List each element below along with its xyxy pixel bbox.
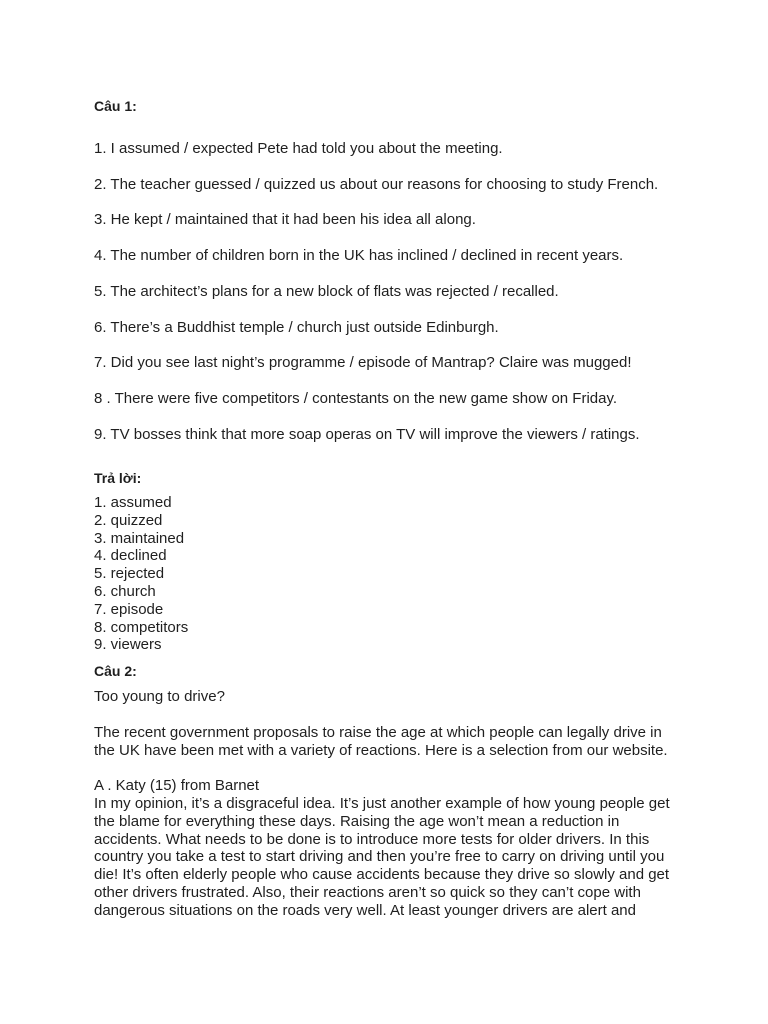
answer-item-7: 7. episode: [94, 600, 164, 618]
article-title: Too young to drive?: [94, 688, 225, 705]
answer-item-8: 8. competitors: [94, 618, 189, 636]
answer-item-4: 4. declined: [94, 547, 167, 565]
question-item-4: 4. The number of children born in the UK has inclined / declined in recent years.: [94, 247, 624, 264]
question-item-8: 8 . There were five competitors / contestants on the new game show on Friday.: [94, 390, 618, 407]
question-item-3: 3. He kept / maintained that it had been his idea all along.: [94, 211, 476, 228]
answer-item-6: 6. church: [94, 582, 156, 600]
answers-list: [94, 494, 188, 654]
section1-heading: Câu 1:: [94, 98, 137, 114]
answer-item-2: 2. quizzed: [94, 511, 163, 529]
letter-a-body: In my opinion, it’s a disgraceful idea. It’s just another example of how young people get the blame for everything these days. Raising the age won’t mean a reduction in accidents. What needs to be done is to introduce more tests for older drivers. In this country you take a test to start driving and then you’re free to carry on driving until you die! It’s often elderly people who cause accidents because they drive so slowly and get other drivers frustrated. Also, their reactions aren’t so quick so they can’t cope with dangerous situations on the roads very well. At least younger drivers are alert and: [94, 795, 670, 919]
answer-item-1: 1. assumed: [94, 494, 172, 511]
answer-item-9: 9. viewers: [94, 636, 162, 654]
section2-heading: Câu 2:: [94, 663, 137, 679]
question-item-2: 2. The teacher guessed / quizzed us about our reasons for choosing to study French.: [94, 176, 659, 193]
answer-item-5: 5. rejected: [94, 565, 165, 583]
question-item-5: 5. The architect’s plans for a new block of flats was rejected / recalled.: [94, 283, 559, 300]
answers-heading: Trả lời:: [94, 470, 142, 486]
letter-a-header: A . Katy (15) from Barnet: [94, 777, 260, 794]
question-item-7: 7. Did you see last night’s programme / episode of Mantrap? Claire was mugged!: [94, 354, 632, 371]
answer-item-3: 3. maintained: [94, 529, 185, 547]
article-intro: The recent government proposals to raise the age at which people can legally drive in the UK have been met with a variety of reactions. Here is a selection from our website.: [94, 724, 668, 759]
question-item-6: 6. There’s a Buddhist temple / church just outside Edinburgh.: [94, 319, 499, 336]
question-item-9: 9. TV bosses think that more soap operas on TV will improve the viewers / ratings.: [94, 426, 640, 443]
question-item-1: 1. I assumed / expected Pete had told you about the meeting.: [94, 140, 503, 157]
